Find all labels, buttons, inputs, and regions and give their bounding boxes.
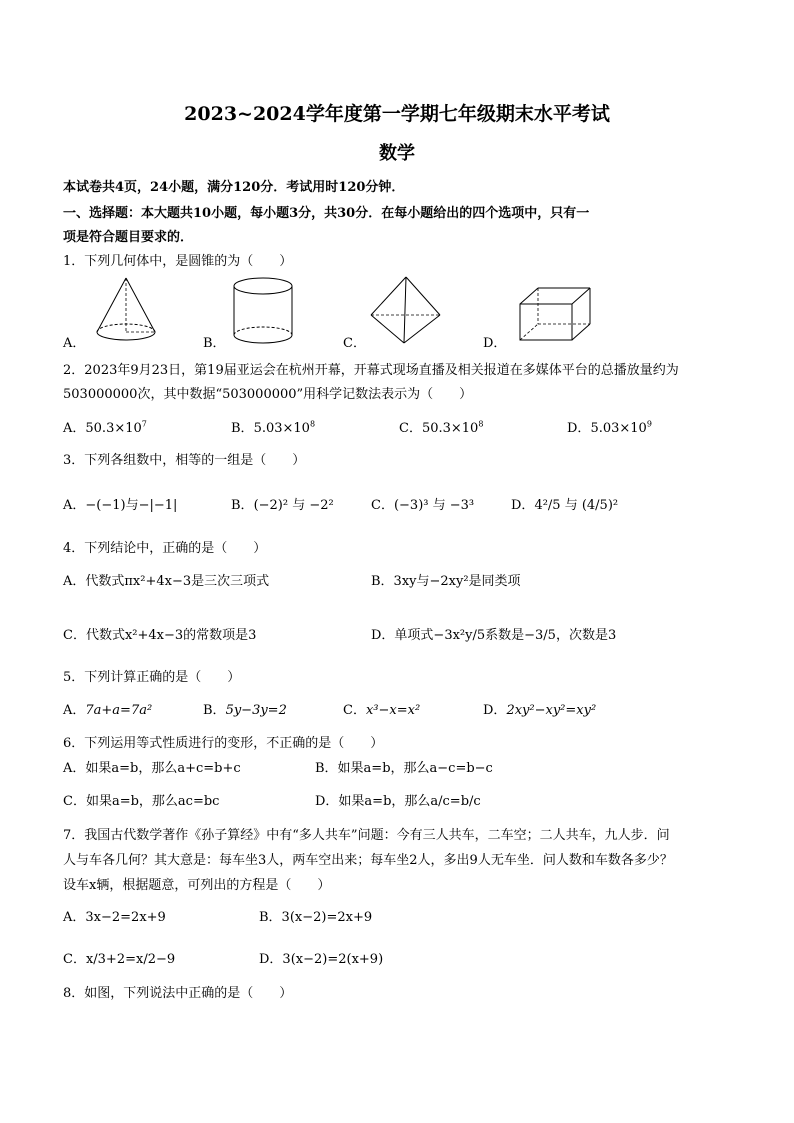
question-6-stem: 6．下列运用等式性质进行的变形，不正确的是（ ） <box>63 736 384 751</box>
q6-option-b: B．如果a=b，那么a−c=b−c <box>315 761 493 776</box>
question-5-stem: 5．下列计算正确的是（ ） <box>63 670 241 685</box>
question-4-stem: 4．下列结论中，正确的是（ ） <box>63 541 267 556</box>
q4-option-a: A．代数式πx²+4x−3是三次三项式 <box>63 574 270 589</box>
section-heading-line2: 项是符合题目要求的． <box>63 230 194 245</box>
q5-option-a: A．7a+a=7a² <box>63 703 153 718</box>
pyramid-icon <box>368 275 442 347</box>
q2-option-c: C．$50.3\times 10^8$ <box>399 419 484 436</box>
question-2-stem-line1: 2．2023年9月23日，第19届亚运会在杭州开幕，开幕式现场直播及相关报道在多媒体平台的总播放量约为 <box>63 363 679 378</box>
question-1-stem: 1．下列几何体中，是圆锥的为（ ） <box>63 254 293 269</box>
subject-title: 数学 <box>379 143 415 164</box>
q1-option-a-label: A． <box>63 336 86 351</box>
q2-option-d: D．$5.03\times 10^9$ <box>567 419 652 436</box>
q6-option-a: A．如果a=b，那么a+c=b+c <box>63 761 241 776</box>
section-heading-line1: 一、选择题：本大题共10小题，每小题3分，共30分．在每小题给出的四个选项中，只有一 <box>63 206 590 221</box>
q2-option-b: B．$5.03\times 10^8$ <box>231 419 316 436</box>
q3-option-b: B．(−2)² 与 −2² <box>231 498 334 513</box>
q7-option-d: D．3(x−2)=2(x+9) <box>259 952 384 967</box>
cuboid-icon <box>518 286 594 342</box>
cone-icon <box>94 276 158 346</box>
q4-option-d: D．单项式−3x²y/5系数是−3/5，次数是3 <box>371 628 617 643</box>
q7-option-b: B．3(x−2)=2x+9 <box>259 910 373 925</box>
q4-option-b: B．3xy与−2xy²是同类项 <box>371 574 521 589</box>
q7-option-c: C．x/3+2=x/2−9 <box>63 952 176 967</box>
q3-option-c: C．(−3)³ 与 −3³ <box>371 498 475 513</box>
q2-option-a: A．$50.3\times 10^7$ <box>63 419 147 436</box>
q1-option-c-label: C． <box>343 336 366 351</box>
q5-option-d: D．2xy²−xy²=xy² <box>483 703 597 718</box>
q1-option-b-label: B． <box>203 336 226 351</box>
q6-option-d: D．如果a=b，那么a/c=b/c <box>315 794 481 809</box>
q5-option-c: C．x³−x=x² <box>343 703 421 718</box>
q7-option-a: A．3x−2=2x+9 <box>63 910 166 925</box>
cylinder-icon <box>232 277 294 345</box>
question-3-stem: 3．下列各组数中，相等的一组是（ ） <box>63 453 306 468</box>
exam-title: 2023~2024学年度第一学期七年级期末水平考试 <box>184 103 610 125</box>
q3-option-a: A．−(−1)与−|−1| <box>63 498 178 513</box>
question-8-stem: 8．如图，下列说法中正确的是（ ） <box>63 986 293 1001</box>
question-7-line3: 设车x辆，根据题意，可列出的方程是（ ） <box>63 878 331 893</box>
q6-option-c: C．如果a=b，那么ac=bc <box>63 794 220 809</box>
q5-option-b: B．5y−3y=2 <box>203 703 287 718</box>
question-7-line1: 7．我国古代数学著作《孙子算经》中有“多人共车”问题：今有三人共车，二车空；二人共车，九人步．问 <box>63 828 670 843</box>
q4-option-c: C．代数式x²+4x−3的常数项是3 <box>63 628 257 643</box>
question-2-stem-line2: 503000000次，其中数据“503000000”用科学记数法表示为（ ） <box>63 387 473 402</box>
exam-instructions: 本试卷共4页，24小题，满分120分．考试用时120分钟． <box>63 180 405 195</box>
question-7-line2: 人与车各几何？其大意是：每车坐3人，两车空出来；每车坐2人，多出9人无车坐．问人数和车数各多少？ <box>63 853 673 868</box>
q1-option-d-label: D． <box>483 336 507 351</box>
q3-option-d: D．4²/5 与 (4/5)² <box>511 498 619 513</box>
